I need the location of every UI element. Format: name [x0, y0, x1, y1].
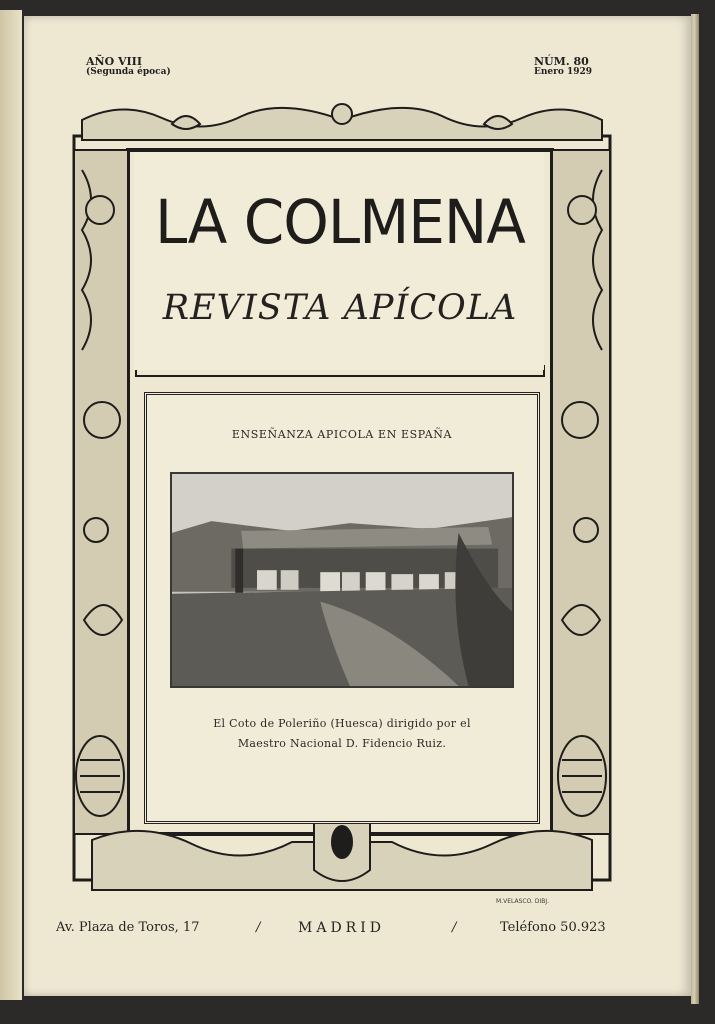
masthead-panel [134, 152, 544, 370]
magazine-subtitle: REVISTA APÍCOLA [162, 288, 518, 328]
caption-line-1: El Coto de Poleriño (Huesca) dirigido por el [213, 717, 471, 730]
top-scroll-ornament [82, 104, 602, 140]
magazine-title: LA COLMENA [155, 186, 525, 258]
footer-phone: Teléfono 50.923 [500, 920, 606, 935]
volume-period: (Segunda época) [86, 67, 171, 78]
right-column-ornament [552, 150, 610, 834]
volume-year: AÑO VIII [86, 55, 142, 68]
issue-date: Enero 1929 [534, 67, 593, 78]
left-column-ornament [74, 150, 128, 834]
illustrator-signature: M.VELASCO. DIBJ. [496, 898, 550, 905]
caption-line-2: Maestro Nacional D. Fidencio Ruiz. [237, 737, 447, 750]
volume-info [86, 56, 171, 78]
issue-info [534, 56, 592, 78]
previous-page-edge [0, 10, 22, 1000]
footer-address: Av. Plaza de Toros, 17 [56, 920, 200, 935]
footer-separator-2: / [452, 920, 457, 935]
page-stack-edge [691, 14, 699, 1004]
footer-separator-1: / [256, 920, 261, 935]
photo-caption [150, 714, 534, 754]
feature-heading: ENSEÑANZA APICOLA EN ESPAÑA [231, 428, 453, 441]
footer-city: MADRID [298, 920, 385, 936]
issue-number: NÚM. 80 [534, 55, 589, 68]
apiary-photograph [170, 472, 514, 688]
